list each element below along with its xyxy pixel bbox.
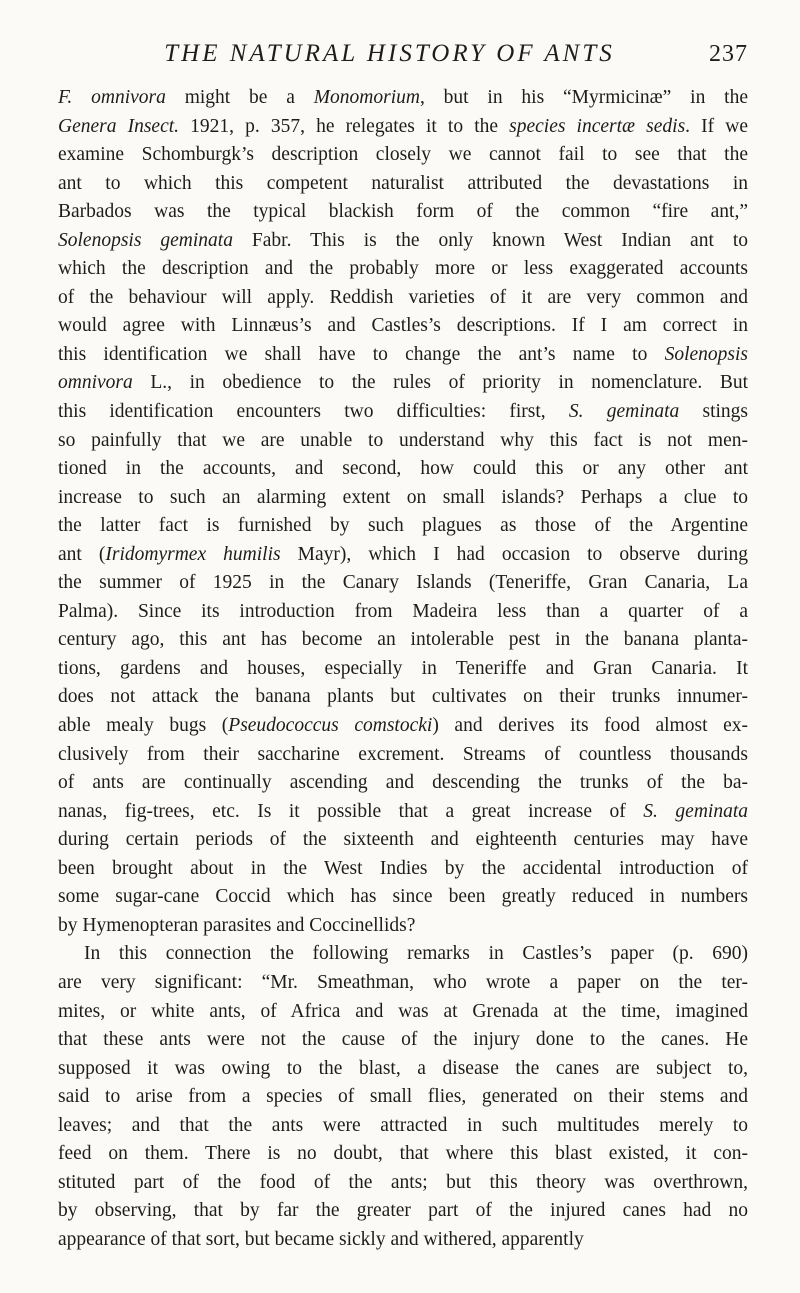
italic-term: Solenopsis — [664, 343, 748, 365]
text-line — [58, 113, 748, 142]
text-line — [58, 655, 748, 684]
italic-term: Solenopsis geminata — [58, 229, 233, 251]
text-run: Barbados was the typical blackish form of the common “fire ant,” — [58, 201, 748, 223]
page-header — [58, 40, 748, 76]
text-line — [58, 569, 748, 598]
text-line — [58, 398, 748, 427]
text-line — [58, 512, 748, 541]
text-line — [58, 1169, 748, 1198]
text-run: Palma). Since its introduction from Madeira less than a quarter of a — [58, 600, 748, 622]
text-line — [58, 227, 748, 256]
text-run: . If we — [685, 115, 748, 137]
text-run: so painfully that we are unable to understand why this fact is not men- — [58, 429, 748, 451]
running-title: THE NATURAL HISTORY OF ANTS — [164, 40, 615, 67]
text-run: mites, or white ants, of Africa and was at Grenada at the time, imagined — [58, 1000, 748, 1022]
text-run: Fabr. This is the only known West Indian ant to — [232, 229, 748, 251]
text-line — [58, 598, 748, 627]
text-run: been brought about in the West Indies by the accidental introduction of — [58, 857, 748, 879]
text-line — [58, 883, 748, 912]
text-run: this identification we shall have to change the ant’s name to — [58, 343, 665, 365]
italic-term: S. geminata — [643, 800, 748, 822]
text-line — [58, 1026, 748, 1055]
text-run: stings — [679, 401, 748, 423]
paragraph — [58, 84, 748, 940]
text-line — [58, 255, 748, 284]
text-run: nanas, fig-trees, etc. Is it possible that a great increase of — [58, 800, 644, 822]
text-line — [58, 341, 748, 370]
text-line — [58, 541, 748, 570]
text-run: supposed it was owing to the blast, a disease the canes are subject to, — [58, 1057, 748, 1079]
italic-term: Iridomyrmex humilis — [105, 543, 281, 565]
text-line — [58, 198, 748, 227]
text-line — [58, 712, 748, 741]
text-line — [58, 1197, 748, 1226]
text-run: of ants are continually ascending and descending the trunks of the ba- — [58, 772, 748, 794]
text-run: L., in obedience to the rules of priority in nomenclature. But — [132, 372, 748, 394]
text-run: stituted part of the food of the ants; but this theory was overthrown, — [58, 1171, 748, 1193]
text-run: of the behaviour will apply. Reddish varieties of it are very common and — [58, 286, 748, 308]
text-line — [58, 683, 748, 712]
text-run: would agree with Linnæus’s and Castles’s descriptions. If I am correct in — [58, 315, 748, 337]
text-run: during certain periods of the sixteenth and eighteenth centuries may have — [58, 829, 748, 851]
text-line — [58, 284, 748, 313]
book-page — [58, 40, 748, 1254]
text-line — [58, 141, 748, 170]
text-run: leaves; and that the ants were attracted in such multitudes merely to — [58, 1114, 748, 1136]
text-run: feed on them. There is no doubt, that where this blast existed, it con- — [58, 1143, 748, 1165]
text-run: the summer of 1925 in the Canary Islands (Teneriffe, Gran Canaria, La — [58, 572, 748, 594]
text-line — [58, 1055, 748, 1084]
text-line — [58, 626, 748, 655]
text-run: this identification encounters two difficulties: first, — [58, 401, 569, 423]
text-line — [58, 855, 748, 884]
text-run: which the description and the probably more or less exaggerated accounts — [58, 258, 748, 280]
text-run: able mealy bugs ( — [58, 715, 229, 737]
text-run: does not attack the banana plants but cultivates on their trunks innumer- — [58, 686, 748, 708]
italic-term: S. geminata — [568, 401, 680, 423]
italic-term: species incertæ sedis — [509, 115, 686, 137]
body-text — [58, 84, 748, 1254]
text-line — [58, 912, 748, 941]
text-run: are very significant: “Mr. Smeathman, who wrote a paper on the ter- — [58, 971, 748, 993]
text-run: ) and derives its food almost ex- — [432, 715, 748, 737]
text-line — [58, 826, 748, 855]
text-run: In this connection the following remarks in Castles’s paper (p. 690) — [84, 943, 748, 965]
text-line — [58, 1112, 748, 1141]
text-run: that these ants were not the cause of the injury done to the canes. He — [58, 1029, 748, 1051]
text-run: ant ( — [58, 543, 106, 565]
text-line — [58, 312, 748, 341]
text-line — [58, 1140, 748, 1169]
text-line — [58, 769, 748, 798]
text-run: the latter fact is furnished by such plagues as those of the Argentine — [58, 515, 748, 537]
text-run: said to arise from a species of small flies, generated on their stems and — [58, 1086, 748, 1108]
text-run: by observing, that by far the greater part of the injured canes had no — [58, 1200, 748, 1222]
text-run: might be a — [165, 87, 314, 108]
text-line — [58, 484, 748, 513]
text-run: appearance of that sort, but became sickly and withered, apparently — [58, 1228, 584, 1250]
text-run: tioned in the accounts, and second, how could this or any other ant — [58, 458, 748, 480]
text-run: some sugar-cane Coccid which has since been greatly reduced in numbers — [58, 886, 748, 908]
paragraph — [58, 940, 748, 1254]
page-number: 237 — [709, 41, 748, 67]
text-run: century ago, this ant has become an intolerable pest in the banana planta- — [58, 629, 748, 651]
text-line — [58, 1083, 748, 1112]
text-line — [58, 940, 748, 969]
text-line — [58, 84, 748, 113]
italic-term: omnivora — [58, 372, 133, 394]
text-run: clusively from their saccharine excrement. Streams of countless thousands — [58, 743, 748, 765]
text-line — [58, 741, 748, 770]
text-run: increase to such an alarming extent on small islands? Perhaps a clue to — [58, 486, 748, 508]
text-run: tions, gardens and houses, especially in Teneriffe and Gran Canaria. It — [58, 657, 748, 679]
italic-term: F. omnivora — [58, 87, 166, 108]
text-line — [58, 455, 748, 484]
text-line — [58, 427, 748, 456]
italic-term: Monomorium — [313, 87, 420, 108]
text-line — [58, 1226, 748, 1255]
italic-term: Genera Insect. — [58, 115, 180, 137]
text-line — [58, 369, 748, 398]
text-run: ant to which this competent naturalist attributed the devastations in — [58, 172, 748, 194]
text-line — [58, 998, 748, 1027]
text-run: by Hymenopteran parasites and Coccinellids? — [58, 914, 416, 936]
italic-term: Pseudococcus comstocki — [228, 715, 433, 737]
text-run: 1921, p. 357, he relegates it to the — [179, 115, 510, 137]
text-line — [58, 798, 748, 827]
text-line — [58, 170, 748, 199]
text-run: , but in his “Myrmicinæ” in the — [419, 87, 748, 108]
text-run: examine Schomburgk’s description closely we cannot fail to see that the — [58, 144, 748, 166]
text-run: Mayr), which I had occasion to observe during — [280, 543, 748, 565]
text-line — [58, 969, 748, 998]
